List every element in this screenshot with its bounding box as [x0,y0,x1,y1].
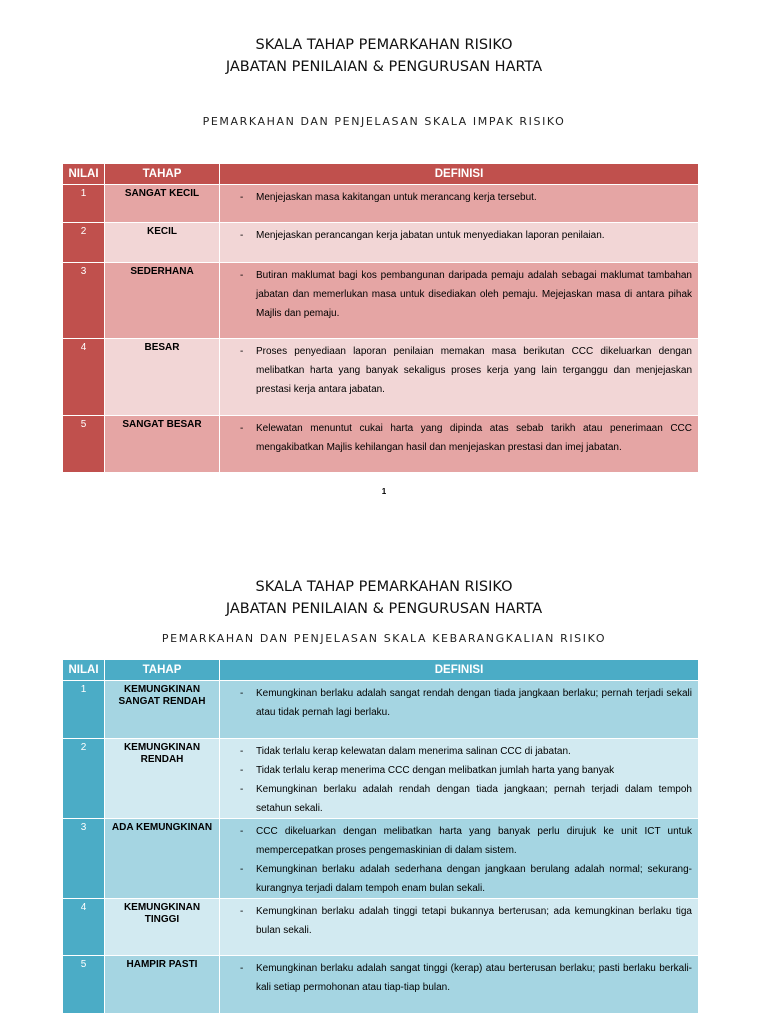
row-tahap: SANGAT BESAR [105,416,220,473]
definition-item: - Tidak terlalu kerap menerima CCC dengan melibatkan jumlah harta yang banyak [226,761,692,780]
row-nilai: 5 [63,416,105,473]
row-nilai: 3 [63,819,105,899]
row-tahap: HAMPIR PASTI [105,956,220,1014]
table-row [63,739,699,819]
table-row [63,339,699,416]
header-nilai: NILAI [63,164,105,185]
row-nilai: 2 [63,223,105,263]
header-tahap: TAHAP [105,660,220,681]
row-definisi [220,956,699,1014]
definition-item: - Kemungkinan berlaku adalah tinggi tetapi bukannya berterusan; ada kemungkinan berlaku tiga bulan sekali. [226,902,692,940]
page1-title-line2: JABATAN PENILAIAN & PENGURUSAN HARTA [225,59,543,75]
row-definisi [220,681,699,739]
definition-item: - Menjejaskan masa kakitangan untuk merancang kerja tersebut. [226,188,692,207]
table-row [63,681,699,739]
row-definisi [220,739,699,819]
header-tahap: TAHAP [105,164,220,185]
row-tahap: SANGAT KECIL [105,185,220,223]
row-definisi [220,185,699,223]
row-definisi [220,819,699,899]
page-number: 1 [381,487,387,496]
table-row [63,263,699,339]
page1-subtitle: PEMARKAHAN DAN PENJELASAN SKALA IMPAK RISIKO [202,115,566,128]
row-nilai: 5 [63,956,105,1014]
row-tahap: BESAR [105,339,220,416]
definition-item: - Kelewatan menuntut cukai harta yang dipinda atas sebab tarikh atau penerimaan CCC mengakibatkan Majlis kehilangan hasil dan menjejaskan prestasi dan imej jabatan. [226,419,692,457]
row-definisi [220,223,699,263]
row-nilai: 1 [63,681,105,739]
table-row [63,899,699,956]
definition-item: - Kemungkinan berlaku adalah sederhana dengan jangkaan berulang adalah normal; sekurang-kurangnya terjadi dalam tempoh enam bulan sekali. [226,860,692,898]
row-tahap: SEDERHANA [105,263,220,339]
row-tahap: KEMUNGKINAN RENDAH [105,739,220,819]
page1-title-line1: SKALA TAHAP PEMARKAHAN RISIKO [255,37,513,53]
header-definisi: DEFINISI [220,660,699,681]
header-definisi: DEFINISI [220,164,699,185]
row-tahap: KECIL [105,223,220,263]
row-tahap: KEMUNGKINAN SANGAT RENDAH [105,681,220,739]
definition-item: - Proses penyediaan laporan penilaian memakan masa berikutan CCC dikeluarkan dengan melibatkan harta yang banyak sekaligus proses kerja yang lain terganggu dan menjejaskan prestasi kerja antara jabatan. [226,342,692,399]
row-definisi [220,899,699,956]
row-nilai: 3 [63,263,105,339]
definition-item: - Kemungkinan berlaku adalah sangat rendah dengan tiada jangkaan berlaku; pernah terjadi sekali atau tidak pernah lagi berlaku. [226,684,692,722]
row-nilai: 2 [63,739,105,819]
page2-title-line1: SKALA TAHAP PEMARKAHAN RISIKO [255,579,513,595]
row-definisi [220,339,699,416]
row-definisi [220,416,699,473]
definition-item: - Tidak terlalu kerap kelewatan dalam menerima salinan CCC di jabatan. [226,742,692,761]
table-row [63,819,699,899]
definition-item: - Kemungkinan berlaku adalah rendah dengan tiada jangkaan; pernah terjadi dalam tempoh setahun sekali. [226,780,692,818]
header-nilai: NILAI [63,660,105,681]
table-row [63,185,699,223]
table-row [63,223,699,263]
definition-item: - Butiran maklumat bagi kos pembangunan daripada pemaju adalah sebagai maklumat tambahan jabatan dan memerlukan masa untuk disediakan oleh pemaju. Mejejaskan masa di antara pihak Majlis dan pemaju. [226,266,692,323]
row-nilai: 1 [63,185,105,223]
definition-item: - Menjejaskan perancangan kerja jabatan untuk menyediakan laporan penilaian. [226,226,692,245]
row-tahap: ADA KEMUNGKINAN [105,819,220,899]
probability-scale-table [62,659,699,1014]
table-row [63,416,699,473]
row-nilai: 4 [63,339,105,416]
definition-item: - Kemungkinan berlaku adalah sangat tinggi (kerap) atau berterusan berlaku; pasti berlaku berkali-kali setiap permohonan atau tiap-tiap bulan. [226,959,692,997]
row-definisi [220,263,699,339]
impact-scale-table [62,163,699,473]
definition-item: - CCC dikeluarkan dengan melibatkan harta yang banyak perlu dirujuk ke unit ICT untuk mempercepatkan proses pengemaskinian di dalam sistem. [226,822,692,860]
row-nilai: 4 [63,899,105,956]
page2-subtitle: PEMARKAHAN DAN PENJELASAN SKALA KEBARANGKALIAN RISIKO [161,632,607,645]
row-tahap: KEMUNGKINAN TINGGI [105,899,220,956]
page2-title-line2: JABATAN PENILAIAN & PENGURUSAN HARTA [225,601,543,617]
table-row [63,956,699,1014]
